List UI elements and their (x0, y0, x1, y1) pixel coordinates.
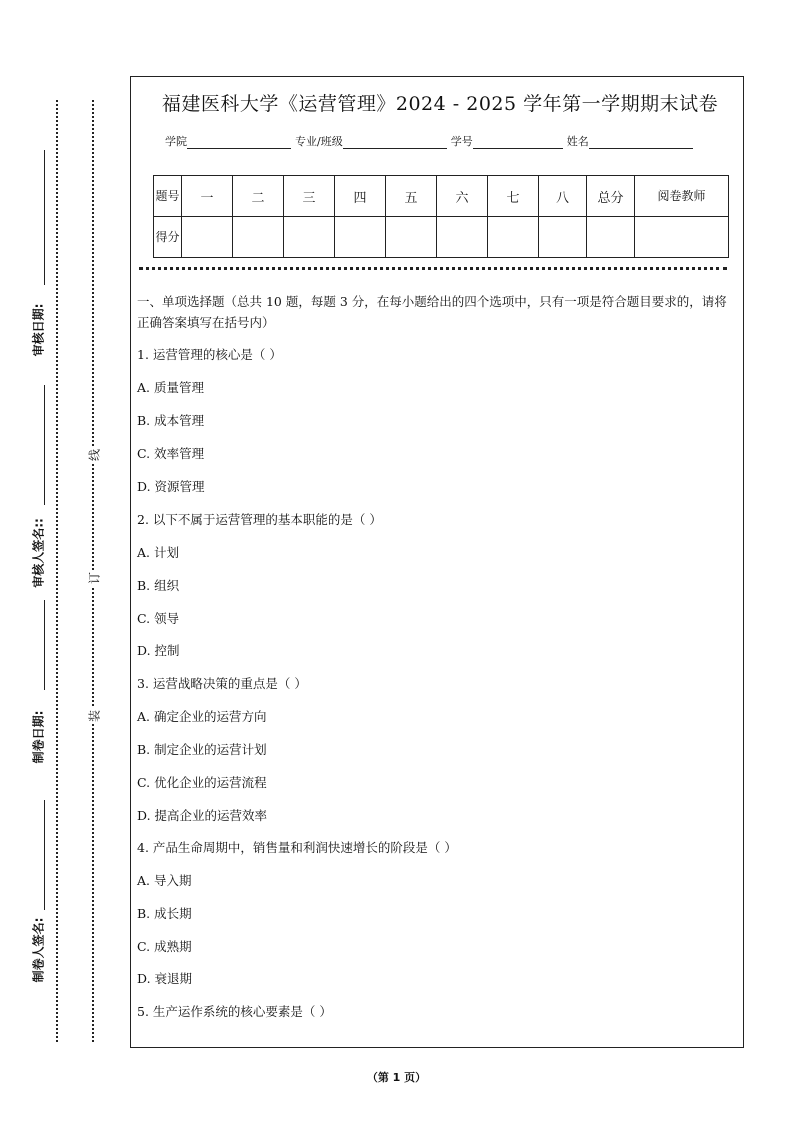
exam-title: 福建医科大学《运营管理》2024 - 2025 学年第一学期期末试卷 (161, 93, 719, 115)
q2-option-a: A. 计划 (137, 545, 179, 560)
binding-mark-line: 线 (87, 448, 102, 462)
reviewer-sign-blank (44, 385, 45, 505)
score-cell[interactable] (233, 217, 284, 258)
binding-mark-bind: 订 (87, 571, 102, 585)
maker-date-blank (44, 600, 45, 690)
name-label: 姓名 (566, 135, 589, 148)
section-divider-dotted (139, 267, 727, 270)
q1-option-a: A. 质量管理 (137, 380, 204, 395)
question-4: 4. 产品生命周期中，销售量和利润快速增长的阶段是（ ） (137, 840, 457, 855)
score-cell-total[interactable] (587, 217, 635, 258)
score-col-7: 七 (488, 176, 539, 217)
reviewer-sign-label: 审核人签名:: (31, 518, 46, 588)
maker-sign-blank (44, 800, 45, 910)
college-label: 学院 (165, 135, 187, 148)
score-col-3: 三 (284, 176, 335, 217)
score-col-1: 一 (182, 176, 233, 217)
q2-option-c: C. 领导 (137, 611, 180, 626)
q2-option-b: B. 组织 (137, 578, 180, 593)
q1-option-d: D. 资源管理 (137, 479, 205, 494)
score-table-header-row (154, 176, 729, 217)
q2-option-d: D. 控制 (137, 643, 180, 658)
score-cell[interactable] (437, 217, 488, 258)
score-cell[interactable] (488, 217, 539, 258)
score-col-grader: 阅卷教师 (635, 176, 729, 217)
score-cell[interactable] (539, 217, 587, 258)
major-blank[interactable] (343, 136, 447, 149)
q4-option-c: C. 成熟期 (137, 939, 192, 954)
maker-sign-label: 制卷人签名: (31, 917, 46, 983)
q4-option-a: A. 导入期 (137, 873, 192, 888)
score-table-row1-label: 题号 (154, 176, 182, 217)
question-3: 3. 运营战略决策的重点是（ ） (137, 676, 307, 691)
score-cell[interactable] (386, 217, 437, 258)
question-2: 2. 以下不属于运营管理的基本职能的是（ ） (137, 512, 382, 527)
page-number: （第 1 页） (366, 1071, 427, 1084)
score-col-2: 二 (233, 176, 284, 217)
exam-frame (130, 76, 744, 1048)
question-1: 1. 运营管理的核心是（ ） (137, 347, 282, 362)
student-no-label: 学号 (450, 135, 473, 148)
maker-date-label: 制卷日期: (31, 710, 46, 764)
score-cell[interactable] (284, 217, 335, 258)
major-label: 专业/班级 (295, 135, 343, 148)
score-col-6: 六 (437, 176, 488, 217)
score-table (153, 175, 729, 258)
q1-option-c: C. 效率管理 (137, 446, 205, 461)
q3-option-d: D. 提高企业的运营效率 (137, 808, 268, 823)
score-cell-grader[interactable] (635, 217, 729, 258)
q3-option-a: A. 确定企业的运营方向 (137, 709, 267, 724)
score-cell[interactable] (182, 217, 233, 258)
binding-dotted-line-outer (56, 100, 58, 1042)
question-5: 5. 生产运作系统的核心要素是（ ） (137, 1004, 332, 1019)
binding-mark-seal: 装 (87, 709, 102, 723)
q4-option-b: B. 成长期 (137, 906, 192, 921)
score-col-total: 总分 (587, 176, 635, 217)
reviewer-date-label: 审核日期: (31, 303, 46, 357)
q3-option-c: C. 优化企业的运营流程 (137, 775, 267, 790)
q3-option-b: B. 制定企业的运营计划 (137, 742, 267, 757)
score-table-score-row (154, 217, 729, 258)
section1-header: 一、单项选择题（总共 10 题，每题 3 分，在每小题给出的四个选项中，只有一项是符合题目要求的，请将正确答案填写在括号内） (137, 294, 727, 330)
score-cell[interactable] (335, 217, 386, 258)
score-col-4: 四 (335, 176, 386, 217)
student-info-row (165, 133, 697, 149)
q4-option-d: D. 衰退期 (137, 971, 193, 986)
q1-option-b: B. 成本管理 (137, 413, 205, 428)
reviewer-date-blank (44, 150, 45, 285)
student-no-blank[interactable] (473, 136, 563, 149)
score-col-8: 八 (539, 176, 587, 217)
name-blank[interactable] (589, 136, 693, 149)
college-blank[interactable] (187, 136, 291, 149)
score-table-row2-label: 得分 (154, 217, 182, 258)
score-col-5: 五 (386, 176, 437, 217)
